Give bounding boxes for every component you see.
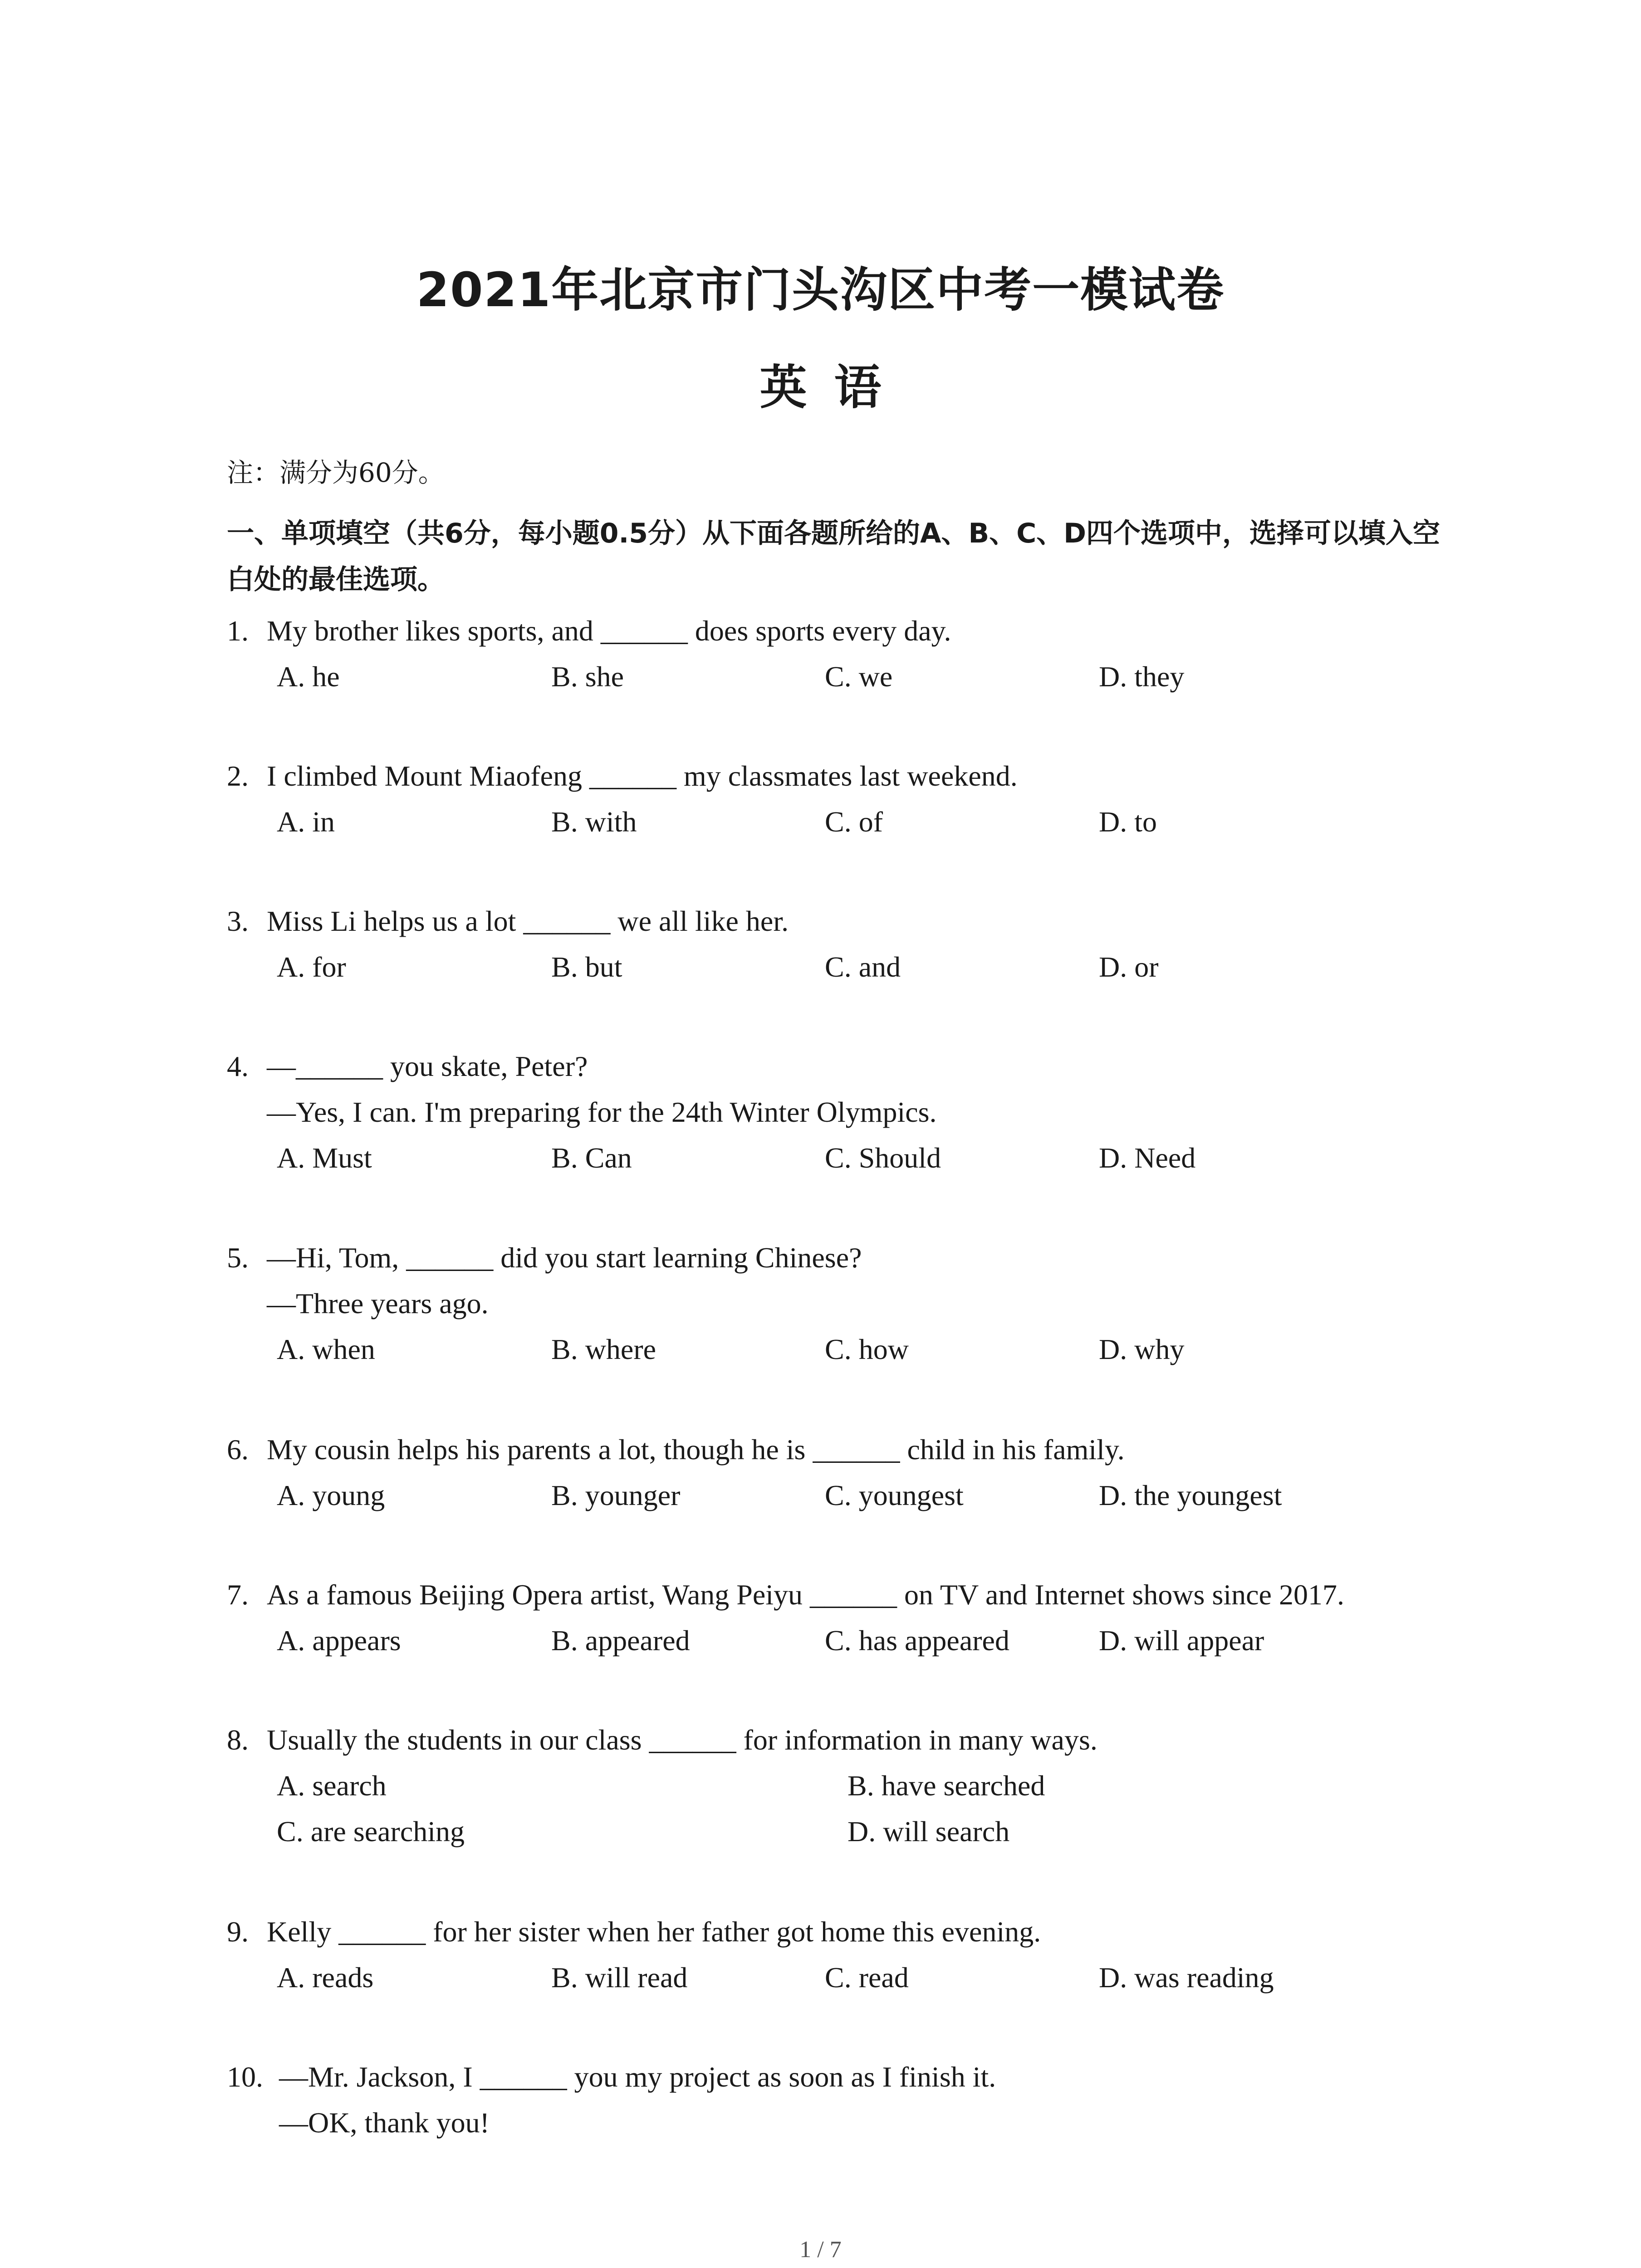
question-stem: —______ you skate, Peter?	[267, 1050, 588, 1082]
question-number: 10.	[227, 2061, 263, 2093]
question-number: 6.	[227, 1433, 249, 1466]
option-b: B. appeared	[551, 1624, 690, 1657]
option-a: A. for	[277, 951, 346, 983]
option-a: A. reads	[277, 1961, 374, 1994]
option-c: C. how	[825, 1333, 909, 1365]
question-9	[227, 1909, 1497, 2000]
option-d: D. to	[1099, 806, 1157, 838]
question-number: 5.	[227, 1242, 249, 1274]
option-c: C. of	[825, 806, 883, 838]
option-d: D. Need	[1099, 1142, 1196, 1174]
option-a: A. search	[277, 1769, 387, 1802]
option-a: A. when	[277, 1333, 375, 1365]
question-stem: Miss Li helps us a lot ______ we all like her.	[267, 905, 789, 937]
question-8	[227, 1717, 1497, 1854]
option-c: C. Should	[825, 1142, 941, 1174]
question-stem: My cousin helps his parents a lot, though he is ______ child in his family.	[267, 1433, 1125, 1466]
option-d: D. why	[1099, 1333, 1185, 1365]
question-number: 2.	[227, 760, 249, 792]
section-heading: 一、单项填空（共6分，每小题0.5分）从下面各题所给的A、B、C、D四个选项中，选择可以填入空白处的最佳选项。	[227, 518, 1440, 596]
option-c: C. we	[825, 660, 893, 693]
option-b: B. she	[551, 660, 624, 693]
option-b: B. with	[551, 806, 637, 838]
question-number: 1.	[227, 615, 249, 647]
option-b: B. will read	[551, 1961, 688, 1994]
question-4	[227, 1043, 1497, 1181]
score-note: 注：满分为60分。	[227, 457, 445, 488]
question-stem-line-2: —Yes, I can. I'm preparing for the 24th Winter Olympics.	[267, 1096, 937, 1128]
question-number: 7.	[227, 1579, 249, 1611]
question-stem: As a famous Beijing Opera artist, Wang Peiyu ______ on TV and Internet shows since 2017.	[267, 1579, 1344, 1611]
question-number: 3.	[227, 905, 249, 937]
question-2	[227, 753, 1497, 845]
option-c: C. has appeared	[825, 1624, 1009, 1657]
question-stem: Usually the students in our class ______ for information in many ways.	[267, 1724, 1097, 1756]
option-b: B. have searched	[847, 1769, 1045, 1802]
question-stem: My brother likes sports, and ______ does sports every day.	[267, 615, 951, 647]
option-c: C. youngest	[825, 1479, 964, 1511]
question-5	[227, 1235, 1497, 1372]
option-b: B. where	[551, 1333, 656, 1365]
option-c: C. are searching	[277, 1815, 465, 1848]
question-stem: —Mr. Jackson, I ______ you my project as soon as I finish it.	[279, 2061, 996, 2093]
page-number: 1 / 7	[799, 2237, 842, 2263]
option-d: D. or	[1099, 951, 1159, 983]
question-stem: I climbed Mount Miaofeng ______ my classmates last weekend.	[267, 760, 1018, 792]
question-stem: —Hi, Tom, ______ did you start learning Chinese?	[267, 1242, 862, 1274]
question-stem-line-2: —OK, thank you!	[279, 2107, 490, 2139]
option-a: A. in	[277, 806, 335, 838]
question-1	[227, 608, 1497, 699]
question-stem-line-2: —Three years ago.	[267, 1287, 489, 1320]
exam-title: 2021年北京市门头沟区中考一模试卷	[416, 262, 1225, 318]
option-c: C. read	[825, 1961, 909, 1994]
subject-title: 英语	[759, 360, 909, 415]
option-b: B. but	[551, 951, 622, 983]
option-d: D. they	[1099, 660, 1185, 693]
option-a: A. young	[277, 1479, 385, 1511]
option-d: D. will appear	[1099, 1624, 1264, 1657]
question-number: 4.	[227, 1050, 249, 1082]
option-d: D. the youngest	[1099, 1479, 1282, 1511]
question-number: 8.	[227, 1724, 249, 1756]
option-d: D. will search	[847, 1815, 1010, 1848]
option-b: B. Can	[551, 1142, 632, 1174]
option-a: A. he	[277, 660, 340, 693]
question-number: 9.	[227, 1916, 249, 1948]
option-a: A. appears	[277, 1624, 401, 1657]
question-stem: Kelly ______ for her sister when her father got home this evening.	[267, 1916, 1041, 1948]
question-10	[227, 2054, 1497, 2146]
option-c: C. and	[825, 951, 901, 983]
question-6	[227, 1427, 1497, 1518]
option-a: A. Must	[277, 1142, 372, 1174]
option-b: B. younger	[551, 1479, 681, 1511]
question-3	[227, 898, 1497, 990]
option-d: D. was reading	[1099, 1961, 1274, 1994]
question-7	[227, 1572, 1497, 1663]
